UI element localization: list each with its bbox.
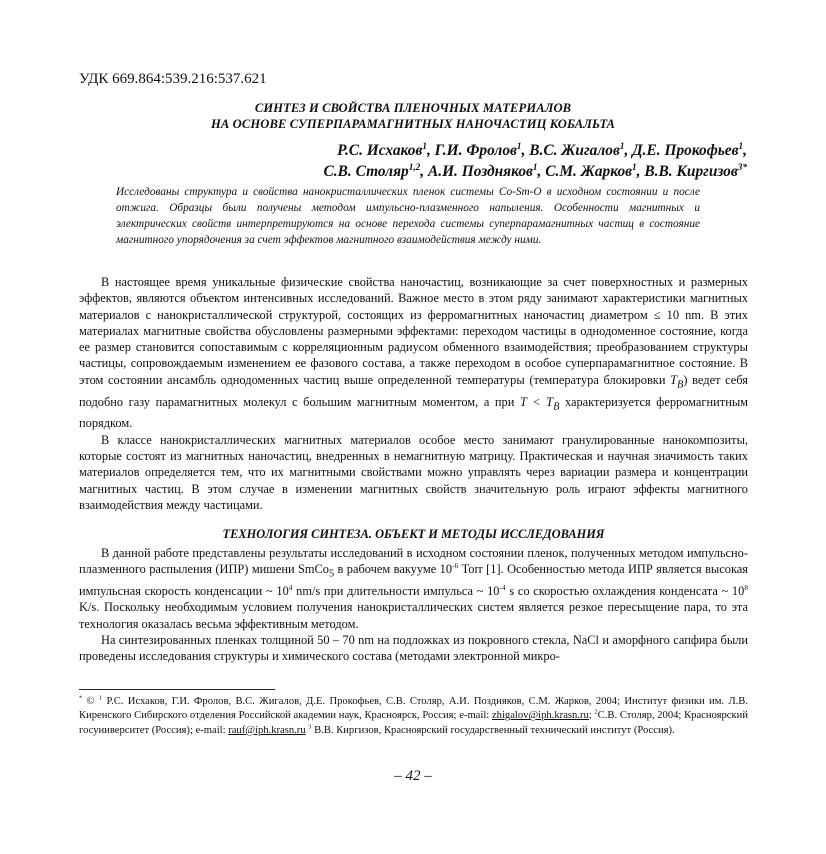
author-name: С.М. Жарков (545, 163, 633, 180)
text-run: В настоящее время уникальные физические свойства наночастиц, возникающие за счет поверхностных и размерных эффектов, являются объектом интенсивных исследований. Важное место в этом ряду занимают характеристики магнитных материалов с нанокристаллической структурой, состоящих из ферромагнитных наночастиц диаметром ≤ 10 nm. В этих материалах магнитные свойства обусловлены размерными эффектами: переходом частицы в однодоменное состояние, когда ее размер становится сопоставимым с корреляционным радиусом обменного взаимодействия; преобразованием структуры частицы, сопровождаемым изменением ее фазового состава, а также переходом в особое суперпарамагнитное состояние. В этом состоянии ансамбль однодоменных частиц выше определенной температуры (температура блокировки (79, 275, 748, 387)
footnote-divider (79, 689, 275, 690)
udk-code: УДК 669.864:539.216:537.621 (79, 71, 267, 87)
affiliation-mark: 1 (532, 161, 538, 172)
subscript: 5 (328, 568, 335, 580)
text-run: С.В. Столяр, 2004; Красноярский госуниверситет (Россия); e-mail: (79, 710, 748, 736)
text-run: Р.С. Исхаков, Г.И. Фролов, В.С. Жигалов, Д.Е. Прокофьев, С.В. Столяр, А.И. Поздняков, С.М. Жарков, 2004; Институт физики им. Л.В. Киренского Сибирского отделения Российской академии наук, Красноярск, Россия; e-mail: (79, 696, 748, 722)
text-run: ) ведет себя подобно газу парамагнитных молекул с большим магнитным моментом, а при (79, 372, 749, 409)
text-run: K/s. Поскольку необходимым условием получения нанокристаллических систем является резкое пересыщение пара, то эта технология оказалась весьма эффективным методом. (79, 600, 748, 631)
introduction (79, 274, 748, 513)
text-run: В.В. Киргизов, Красноярский государственный технический институт (Россия). (311, 724, 675, 736)
title-line-2: НА ОСНОВЕ СУПЕРПАРАМАГНИТНЫХ НАНОЧАСТИЦ КОБАЛЬТА (211, 117, 615, 131)
text-run: ; (588, 710, 595, 722)
subscript: B (553, 401, 560, 413)
author-name: А.И. Поздняков (427, 163, 533, 180)
authors-line-1: Р.С. Исхаков$^1$, Г.И. Фролов$^1$, В.С. Жигалов$^1$, Д.Е. Прокофьев$^1$, (337, 140, 747, 159)
author-name: В.В. Киргизов (644, 163, 738, 180)
affiliation-mark: 1 (516, 140, 522, 151)
paragraph (79, 274, 748, 432)
author-name: С.В. Столяр (323, 163, 409, 180)
author-name: Р.С. Исхаков (337, 142, 423, 159)
superscript: 4 (288, 582, 293, 592)
section-heading: ТЕХНОЛОГИЯ СИНТЕЗА. ОБЪЕКТ И МЕТОДЫ ИССЛЕДОВАНИЯ (222, 527, 605, 541)
author-name: Д.Е. Прокофьев (632, 142, 739, 159)
superscript: 8 (744, 582, 748, 592)
text-run: nm/s при длительности импульса ~ 10 (292, 584, 500, 599)
symbol: T (670, 372, 678, 387)
subscript: B (677, 379, 684, 391)
footnote (79, 695, 748, 738)
email-link[interactable]: zhigalov@iph.krasn.ru (491, 710, 589, 722)
text-run: © (82, 696, 99, 707)
affiliation-mark: 3 (308, 723, 312, 731)
title-line-1: СИНТЕЗ И СВОЙСТВА ПЛЕНОЧНЫХ МАТЕРИАЛОВ (254, 101, 572, 115)
footnote-mark: * (79, 694, 83, 702)
paragraph (79, 545, 748, 632)
text-run: s со скоростью охлаждения конденсата ~ 10 (505, 584, 745, 599)
affiliation-mark: 1,2 (408, 161, 421, 172)
affiliation-mark: 1 (98, 694, 103, 702)
text-run: характеризуется ферромагнитным порядком. (79, 394, 748, 431)
superscript: -6 (452, 561, 459, 571)
abstract: Исследованы структура и свойства нанокристаллических пленок системы Co-Sm-O в исходном состоянии и после отжига. Образцы были получены методом импульсно-плазменного напыления. Особенности магнитных и электрических свойств интерпретируются на основе перехода системы суперпарамагнитных частиц в состояние магнитного упорядочения за счет эффектов магнитного взаимодействия между ними. (116, 186, 700, 246)
affiliation-mark: 1 (738, 140, 744, 151)
text-run: Torr [1]. Особенностью метода ИПР является высокая импульсная скорость конденсации ~ 10 (79, 562, 748, 599)
affiliation-mark: 3* (737, 161, 747, 172)
affiliation-mark: 1 (422, 140, 427, 151)
text-run: в рабочем вакууме 10 (334, 562, 453, 577)
affiliation-mark: 2 (594, 708, 598, 716)
author-name: Г.И. Фролов (434, 142, 517, 159)
affiliation-mark: 1 (632, 161, 637, 172)
author-list (324, 140, 747, 182)
section-body (79, 545, 748, 665)
email-link[interactable]: rauf@iph.krasn.ru (228, 724, 306, 736)
author-name: В.С. Жигалов (529, 142, 620, 159)
paragraph: В классе нанокристаллических магнитных материалов особое место занимают гранулированные нанокомпозиты, которые состоят из магнитных наночастиц, внедренных в немагнитную матрицу. Практическая и научная значимость таких материалов определяется тем, что их магнитными свойствами можно управлять через вариации размера и концентрации магнитных частиц. В этом случае в изменении магнитных свойств значительную роль играют эффекты магнитного взаимодействия между частицами. (79, 432, 748, 512)
superscript: -4 (499, 582, 506, 592)
text-run: В данной работе представлены результаты исследований в исходном состоянии пленок, полученных методом импульсно-плазменного распыления (ИПР) мишени SmCo (79, 546, 748, 577)
authors-line-2: С.В. Столяр$^{1,2}$, А.И. Поздняков$^1$, С.М. Жарков$^1$, В.В. Киргизов$^{3*}$ (323, 161, 747, 180)
page-number: – 42 – (394, 768, 432, 784)
article-title (79, 100, 747, 132)
paragraph: На синтезированных пленках толщиной 50 – 70 nm на подложках из покровного стекла, NaCl и аморфного сапфира были проведены исследования структуры и химического состава (методами электронной микро- (79, 632, 748, 664)
symbol: T < T (519, 394, 554, 409)
affiliation-mark: 1 (619, 140, 625, 151)
